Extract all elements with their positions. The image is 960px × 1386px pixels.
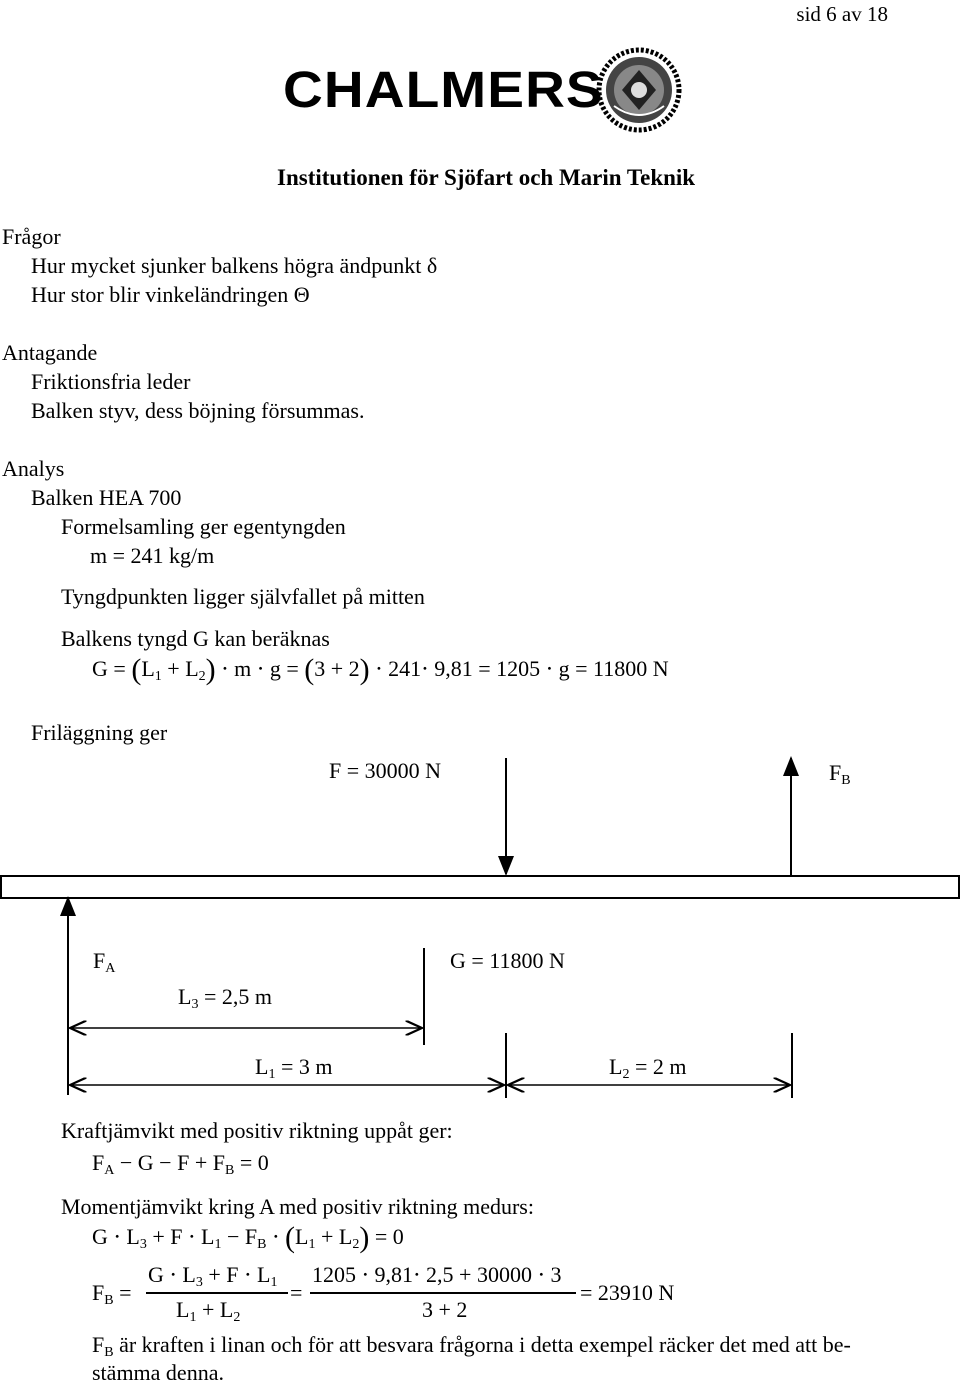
conclusion-line-1: $F_B$ är kraften i linan och för att besvara frågorna i detta exempel räcker det med att be- bbox=[92, 1332, 851, 1360]
moment-balance-heading: Momentjämvikt kring A med positiv riktning medurs: bbox=[61, 1194, 534, 1219]
page-number: sid 6 av 18 bbox=[796, 2, 888, 26]
l2-label: $L_2 = 2$ m bbox=[609, 1054, 687, 1082]
analysis-heading: Analys bbox=[2, 456, 65, 481]
assumption-1: Friktionsfria leder bbox=[31, 369, 191, 394]
fraction-2-bar bbox=[310, 1292, 576, 1294]
force-fa-label: $F_A$ bbox=[93, 948, 116, 976]
force-fb-label: $F_B$ bbox=[829, 760, 851, 788]
question-2: Hur stor blir vinkeländringen Θ bbox=[31, 282, 310, 307]
moment-balance-equation: $G \cdot L_3 + F \cdot L_1 - F_B \cdot (L_1 + L_2) = 0$ bbox=[92, 1221, 404, 1254]
force-balance-equation: $F_A - G - F + F_B = 0$ bbox=[92, 1150, 269, 1178]
fraction-2-denominator: 3 + 2 bbox=[422, 1297, 468, 1322]
beam bbox=[1, 876, 959, 898]
weight-intro: Balkens tyngd G kan beräknas bbox=[61, 626, 330, 651]
fraction-equals: = bbox=[290, 1280, 303, 1305]
conclusion-line-2: stämma denna. bbox=[92, 1360, 224, 1385]
free-body-diagram bbox=[0, 750, 960, 1110]
question-1: Hur mycket sjunker balkens högra ändpunkt δ bbox=[31, 253, 438, 278]
assumption-2: Balken styv, dess böjning försummas. bbox=[31, 398, 365, 423]
center-of-gravity-note: Tyngdpunkten ligger självfallet på mitten bbox=[61, 584, 425, 609]
force-balance-heading: Kraftjämvikt med positiv riktning uppåt ger: bbox=[61, 1118, 453, 1143]
questions-heading: Frågor bbox=[2, 224, 61, 249]
assumptions-heading: Antagande bbox=[2, 340, 98, 365]
mass-per-length: m = 241 kg/m bbox=[90, 543, 215, 568]
force-f-label: F = 30000 N bbox=[329, 758, 442, 783]
chalmers-seal-icon bbox=[594, 46, 684, 134]
l1-label: $L_1 = 3$ m bbox=[255, 1054, 333, 1082]
formula-reference: Formelsamling ger egentyngden bbox=[61, 514, 346, 539]
free-body-heading: Friläggning ger bbox=[31, 720, 168, 745]
fraction-1-denominator: $L_1 + L_2$ bbox=[176, 1297, 241, 1325]
fb-result: = 23910 N bbox=[580, 1280, 675, 1305]
beam-type: Balken HEA 700 bbox=[31, 485, 182, 510]
l3-label: $L_3 = 2,5$ m bbox=[178, 984, 272, 1012]
fb-lhs: $F_B$ = bbox=[92, 1280, 132, 1308]
fraction-1-numerator: $G \cdot L_3 + F \cdot L_1$ bbox=[148, 1262, 278, 1290]
fraction-1-bar bbox=[146, 1292, 288, 1294]
fraction-2-numerator: 1205 ⋅ 9,81⋅ 2,5 + 30000 ⋅ 3 bbox=[312, 1262, 562, 1287]
weight-g-label: G = 11800 N bbox=[450, 948, 565, 973]
institution-title: Institutionen för Sjöfart och Marin Teknik bbox=[277, 165, 696, 190]
chalmers-logo-text: CHALMERS bbox=[283, 61, 604, 118]
weight-equation: $G = (L_1 + L_2) \cdot m \cdot g = (3 + 2) \cdot 241\cdot 9,81 = 1205 \cdot g = 11800$ N bbox=[92, 653, 669, 686]
